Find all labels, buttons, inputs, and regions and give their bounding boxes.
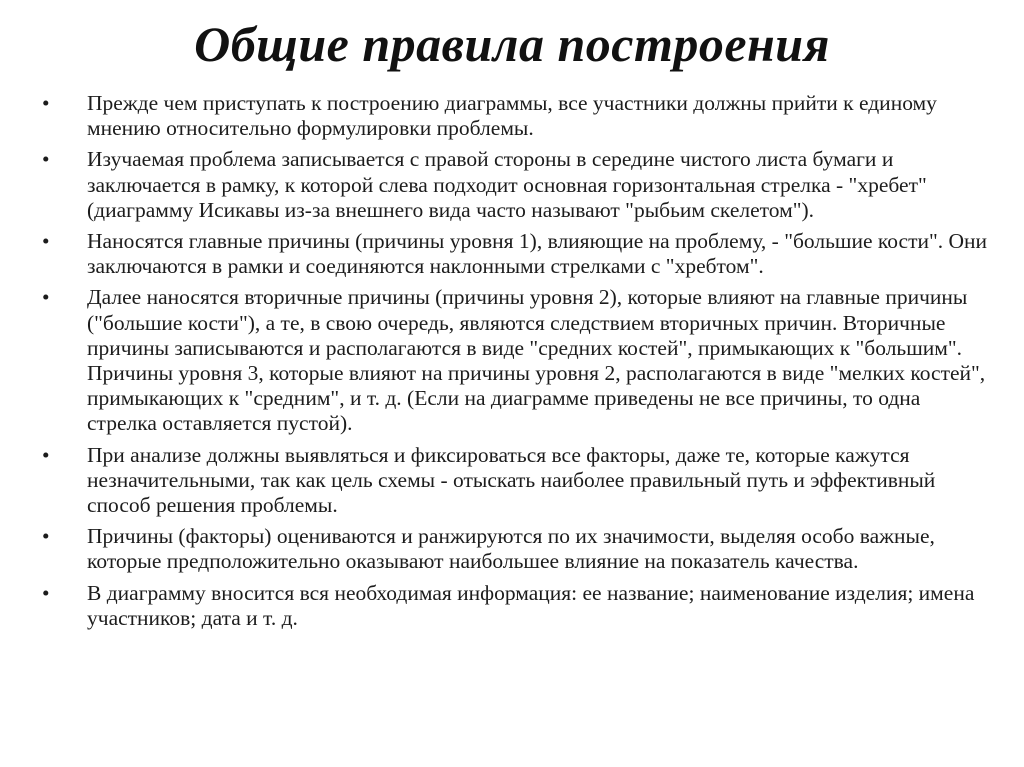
list-item [42,147,992,223]
list-item-text: При анализе должны выявляться и фиксироваться все факторы, даже те, которые кажутся незначительными, так как цель схемы - отыскать наиболее правильный путь и эффективный способ решения проблемы. [87,442,936,518]
list-item [42,443,992,519]
list-item-text: Прежде чем приступать к построению диаграммы, все участники должны прийти к единому мнению относительно формулировки проблемы. [87,91,937,141]
list-item [42,581,992,631]
slide-title: Общие правила построения [194,16,830,72]
bullet-marker: • [42,285,50,310]
bullet-marker: • [42,580,50,605]
list-item [42,285,992,436]
bullet-marker: • [42,524,50,549]
bullet-list [42,91,992,637]
list-item-text: Причины (факторы) оцениваются и ранжируются по их значимости, выделяя особо важные, которые предположительно оказывают наибольшее влияние на показатель качества. [87,524,935,574]
list-item-text: В диаграмму вносится вся необходимая информация: ее название; наименование изделия; имена участников; дата и т. д. [87,580,975,630]
list-item-text: Изучаемая проблема записывается с правой стороны в середине чистого листа бумаги и заключается в рамку, к которой слева подходит основная горизонтальная стрелка - "хребет" (диаграмму Исикавы из-за внешнего вида часто называют "рыбьим скелетом"). [87,147,927,222]
list-item [42,91,992,141]
list-item [42,524,992,574]
bullet-marker: • [42,147,50,172]
list-item [42,229,992,279]
bullet-marker: • [42,91,50,115]
bullet-marker: • [42,442,50,467]
bullet-marker: • [42,229,50,254]
list-item-text: Наносятся главные причины (причины уровня 1), влияющие на проблему, - "большие кости". Они заключаются в рамки и соединяются наклонными стрелками с "хребтом". [87,229,988,279]
list-item-text: Далее наносятся вторичные причины (причины уровня 2), которые влияют на главные причины ("большие кости"), а те, в свою очередь, являются следствием вторичных причин. Вторичные причины записываются и располагаются в виде "средних костей", примыкающих к "большим". Причины уровня 3, которые влияют на причины уровня 2, располагаются в виде "мелких костей", примыкающих к "средним", и т. д. (Если на диаграмме приведены не все причины, то одна стрелка оставляется пустой). [87,285,986,436]
